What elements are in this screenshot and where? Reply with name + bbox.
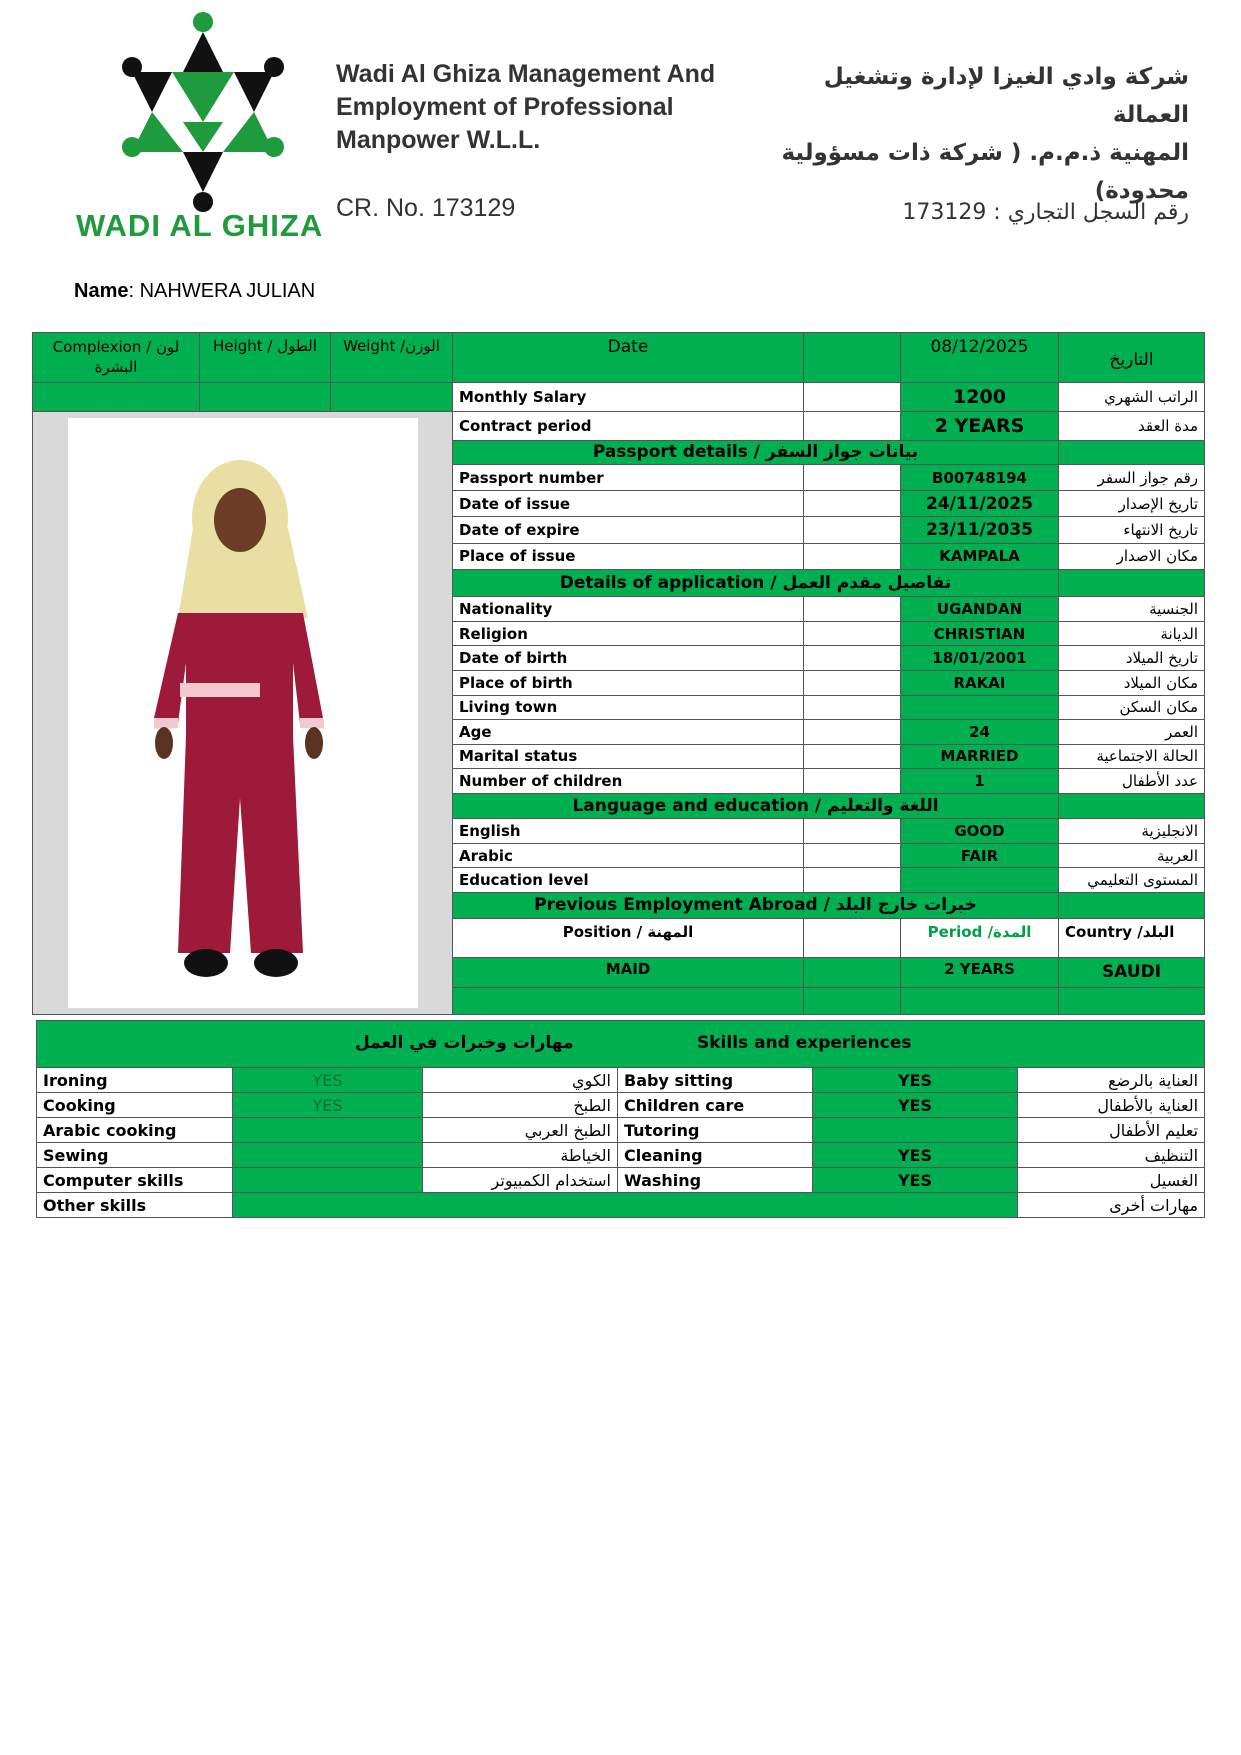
cr-number-ar: رقم السجل التجاري : 173129 (902, 200, 1189, 225)
skill-tutoring-ar: تعليم الأطفال (1018, 1118, 1205, 1143)
candidate-name-line: Name: NAHWERA JULIAN (74, 280, 316, 302)
expire-date-label: Date of expire (453, 517, 804, 544)
nationality-ar: الجنسية (1059, 597, 1205, 622)
skill-arabic-cooking-value (233, 1118, 423, 1143)
education-value (901, 868, 1059, 893)
weight-value (331, 383, 453, 412)
nationality-value: UGANDAN (901, 597, 1059, 622)
children-ar: عدد الأطفال (1059, 769, 1205, 794)
religion-label: Religion (453, 621, 804, 646)
table-row (37, 1093, 1205, 1118)
table-row (37, 1068, 1205, 1093)
table-row (37, 1193, 1205, 1218)
complexion-header: Complexion / لون البشرة (33, 333, 200, 383)
issue-date-value: 24/11/2025 (901, 490, 1059, 517)
living-town-label: Living town (453, 695, 804, 720)
skill-ironing-ar: الكوي (423, 1068, 618, 1093)
complexion-value (33, 383, 200, 412)
language-section-title: Language and education / اللغة والتعليم (453, 793, 1059, 819)
skill-babysitting-ar: العناية بالرضع (1018, 1068, 1205, 1093)
salary-label: Monthly Salary (453, 383, 804, 412)
cv-main-table (32, 332, 1205, 1015)
person-photo-icon (68, 418, 418, 1008)
skill-cleaning-ar: التنظيف (1018, 1143, 1205, 1168)
skill-cooking-value: YES (233, 1093, 423, 1118)
skill-sewing-ar: الخياطة (423, 1143, 618, 1168)
salary-ar: الراتب الشهري (1059, 383, 1205, 412)
birth-date-label: Date of birth (453, 646, 804, 671)
height-value (200, 383, 331, 412)
arabic-label: Arabic (453, 843, 804, 868)
position-header: Position / المهنة (453, 918, 804, 957)
expire-date-value: 23/11/2035 (901, 517, 1059, 544)
country-value: SAUDI (1059, 957, 1205, 988)
english-ar: الانجليزية (1059, 819, 1205, 844)
skill-computer-ar: استخدام الكمبيوتر (423, 1168, 618, 1193)
table-row (37, 1168, 1205, 1193)
skill-childcare-label: Children care (618, 1093, 813, 1118)
weight-header: Weight /الوزن (331, 333, 453, 383)
candidate-name: NAHWERA JULIAN (139, 280, 316, 302)
period-value: 2 YEARS (901, 957, 1059, 988)
skill-sewing-value (233, 1143, 423, 1168)
skill-washing-value: YES (813, 1168, 1018, 1193)
table-row (37, 1021, 1205, 1068)
contract-value: 2 YEARS (901, 412, 1059, 441)
children-value: 1 (901, 769, 1059, 794)
date-label: Date (453, 333, 804, 383)
marital-status-value: MARRIED (901, 744, 1059, 769)
passport-section-title: Passport details / بيانات جواز السفر (453, 440, 1059, 465)
skill-cleaning-value: YES (813, 1143, 1018, 1168)
issue-date-ar: تاريخ الإصدار (1059, 490, 1205, 517)
skill-computer-value (233, 1168, 423, 1193)
company-name-en: Wadi Al Ghiza Management And Employment of Professional Manpower W.L.L. (336, 60, 716, 154)
issue-place-label: Place of issue (453, 544, 804, 570)
issue-date-label: Date of issue (453, 490, 804, 517)
name-label: Name (74, 280, 129, 302)
skills-title-en: Skills and experiences (697, 1033, 912, 1053)
skill-cooking-ar: الطبخ (423, 1093, 618, 1118)
passport-number-ar: رقم جواز السفر (1059, 465, 1205, 491)
children-label: Number of children (453, 769, 804, 794)
education-label: Education level (453, 868, 804, 893)
skill-childcare-value: YES (813, 1093, 1018, 1118)
marital-status-label: Marital status (453, 744, 804, 769)
birth-place-value: RAKAI (901, 670, 1059, 695)
living-town-value (901, 695, 1059, 720)
other-skills-value (233, 1193, 1018, 1218)
skill-arabic-cooking-ar: الطبخ العربي (423, 1118, 618, 1143)
skill-washing-ar: الغسيل (1018, 1168, 1205, 1193)
religion-ar: الديانة (1059, 621, 1205, 646)
table-row (37, 1143, 1205, 1168)
english-value: GOOD (901, 819, 1059, 844)
table-row (33, 333, 1205, 383)
date-ar: التاريخ (1059, 333, 1205, 383)
height-header: Height / الطول (200, 333, 331, 383)
skills-title-ar: مهارات وخبرات في العمل (355, 1033, 574, 1053)
english-label: English (453, 819, 804, 844)
brand-name: WADI AL GHIZA (76, 208, 324, 243)
skill-computer-label: Computer skills (37, 1168, 233, 1193)
skill-sewing-label: Sewing (37, 1143, 233, 1168)
photo-cell (33, 412, 453, 1015)
issue-place-ar: مكان الاصدار (1059, 544, 1205, 570)
age-ar: العمر (1059, 720, 1205, 745)
salary-value: 1200 (901, 383, 1059, 412)
marital-status-ar: الحالة الاجتماعية (1059, 744, 1205, 769)
skill-tutoring-label: Tutoring (618, 1118, 813, 1143)
application-section-title: Details of application / تفاصيل مقدم العمل (453, 569, 1059, 597)
birth-place-label: Place of birth (453, 670, 804, 695)
position-value: MAID (453, 957, 804, 988)
skill-tutoring-value (813, 1118, 1018, 1143)
nationality-label: Nationality (453, 597, 804, 622)
skill-cooking-label: Cooking (37, 1093, 233, 1118)
table-row (33, 383, 1205, 412)
birth-date-ar: تاريخ الميلاد (1059, 646, 1205, 671)
company-name-ar: شركة وادي الغيزا لإدارة وتشغيل العمالة المهنية ذ.م.م. ( شركة ذات مسؤولية محدودة) (781, 64, 1189, 204)
other-skills-label: Other skills (37, 1193, 233, 1218)
age-value: 24 (901, 720, 1059, 745)
employment-section-title: Previous Employment Abroad / خبرات خارج البلد (453, 893, 1059, 919)
period-header: Period /المدة (901, 918, 1059, 957)
cr-number-en: CR. No. 173129 (336, 194, 516, 222)
table-row (33, 412, 1205, 441)
skill-babysitting-label: Baby sitting (618, 1068, 813, 1093)
date-value: 08/12/2025 (901, 333, 1059, 383)
education-ar: المستوى التعليمي (1059, 868, 1205, 893)
birth-place-ar: مكان الميلاد (1059, 670, 1205, 695)
religion-value: CHRISTIAN (901, 621, 1059, 646)
skill-ironing-label: Ironing (37, 1068, 233, 1093)
other-skills-ar: مهارات أخرى (1018, 1193, 1205, 1218)
birth-date-value: 18/01/2001 (901, 646, 1059, 671)
skill-ironing-value: YES (233, 1068, 423, 1093)
skill-arabic-cooking-label: Arabic cooking (37, 1118, 233, 1143)
skill-childcare-ar: العناية بالأطفال (1018, 1093, 1205, 1118)
contract-label: Contract period (453, 412, 804, 441)
living-town-ar: مكان السكن (1059, 695, 1205, 720)
expire-date-ar: تاريخ الانتهاء (1059, 517, 1205, 544)
country-header: Country /البلد (1059, 918, 1205, 957)
skill-babysitting-value: YES (813, 1068, 1018, 1093)
candidate-photo (68, 418, 418, 1008)
logo-emblem-icon (72, 12, 334, 212)
age-label: Age (453, 720, 804, 745)
skill-cleaning-label: Cleaning (618, 1143, 813, 1168)
skills-table (36, 1020, 1205, 1218)
skill-washing-label: Washing (618, 1168, 813, 1193)
skills-header (37, 1021, 1205, 1068)
arabic-ar: العربية (1059, 843, 1205, 868)
passport-number-value: B00748194 (901, 465, 1059, 491)
contract-ar: مدة العقد (1059, 412, 1205, 441)
arabic-value: FAIR (901, 843, 1059, 868)
issue-place-value: KAMPALA (901, 544, 1059, 570)
passport-number-label: Passport number (453, 465, 804, 491)
table-row (37, 1118, 1205, 1143)
